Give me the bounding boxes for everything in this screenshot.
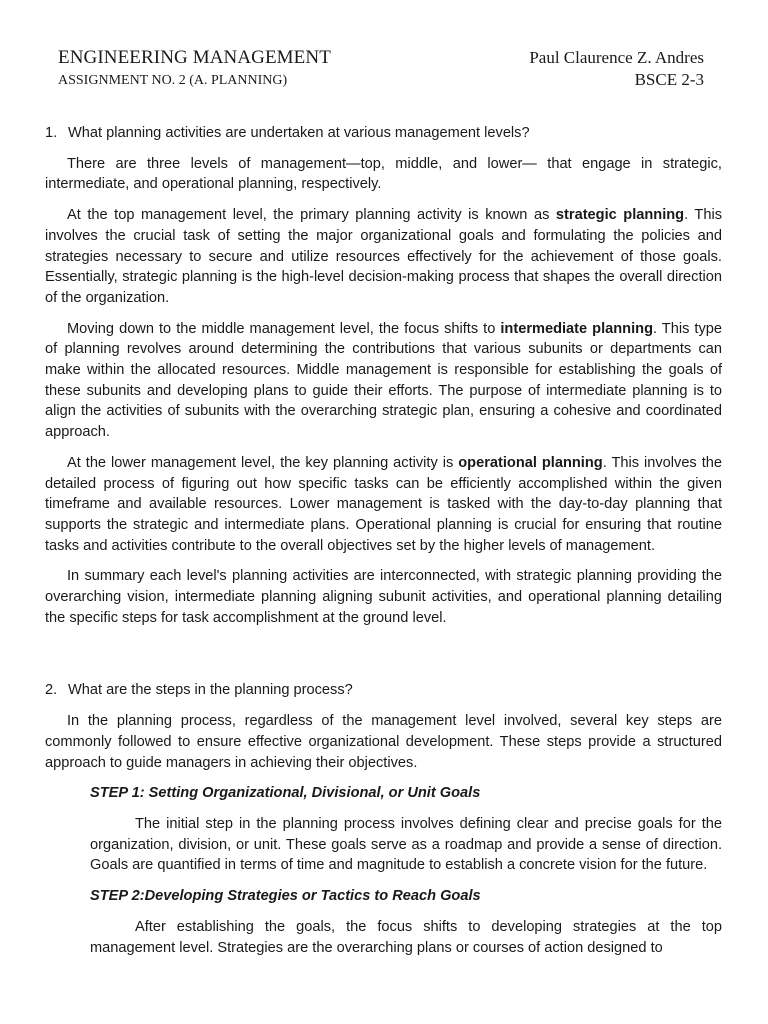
question-1 [45,123,722,144]
paragraph: In the planning process, regardless of the management level involved, several key steps are commonly followed to ensure effective organizational development. These steps provide a structured approach to guide managers in achieving their objectives. [45,713,722,771]
spacer [45,638,722,680]
text-run: . This involves the crucial task of setting the major organizational goals and formulating the policies and strategies necessary to secure and utilize resources effectively for the achievement of those goals. Essentially, strategic planning is the high-level decision-making process that shapes the overall direction of the organization. [45,207,722,306]
text-run: . This involves the detailed process of figuring out how specific tasks can be efficiently accomplished within the given timeframe and available resources. Lower management is tasked with the day-to-day planning that supports the strategic and intermediate plans. Operational planning is crucial for ensuring that routine tasks and activities contribute to the overall objectives set by the higher levels of management. [45,454,722,554]
question-number: 1. [45,125,58,141]
paragraph: There are three levels of management—top, middle, and lower— that engage in strategic, intermediate, and operational planning, respectively. [45,155,722,193]
text-run: . This type of planning revolves around determining the contributions that various subunits or departments can make within the allocated resources. Middle management is responsible for establishing the goals of these subunits and developing plans to guide their efforts. The purpose of intermediate planning is to align the activities of subunits with the overarching strategic plan, ensuring a cohesive and coordinated approach. [45,320,722,441]
question-text: What are the steps in the planning process? [68,682,353,699]
author-name: Paul Claurence Z. Andres [529,48,704,67]
paragraph: The initial step in the planning process involves defining clear and precise goals for the organization, division, or unit. These goals serve as a roadmap and provide a sense of direction. Goals are quantified in terms of time and magnitude to establish a concrete vision for the future. [90,815,722,874]
bold-term: intermediate planning [500,320,653,337]
text-run: Moving down to the middle management level, the focus shifts to [67,320,501,337]
paragraph [45,453,722,557]
section-label: BSCE 2-3 [634,70,704,89]
question-2 [45,680,722,701]
paragraph: In summary each level's planning activities are interconnected, with strategic planning providing the overarching vision, intermediate planning aligning subunit activities, and operational planning detailing the specific steps for task accomplishment at the ground level. [45,568,722,626]
assignment-title: ASSIGNMENT NO. 2 (A. PLANNING) [58,73,288,88]
question-text: What planning activities are undertaken at various management levels? [68,125,530,141]
header-right [529,46,704,90]
paragraph [45,319,722,443]
paragraph: After establishing the goals, the focus shifts to developing strategies at the top management level. Strategies are the overarching plans or courses of action designed to [90,918,722,956]
header-left [58,46,331,90]
question-number: 2. [45,682,58,699]
text-run: At the lower management level, the key planning activity is [67,454,459,471]
text-run: At the top management level, the primary planning activity is known as [67,207,556,224]
bold-term: operational planning [458,454,603,471]
document-body [45,123,722,968]
paragraph [45,205,722,309]
step-1 [90,783,722,876]
step-title: STEP 2:Developing Strategies or Tactics to Reach Goals [90,888,481,905]
step-title: STEP 1: Setting Organizational, Divisional, or Unit Goals [90,785,481,802]
course-title: ENGINEERING MANAGEMENT [58,47,331,68]
bold-term: strategic planning [555,207,685,224]
step-2 [90,886,722,958]
